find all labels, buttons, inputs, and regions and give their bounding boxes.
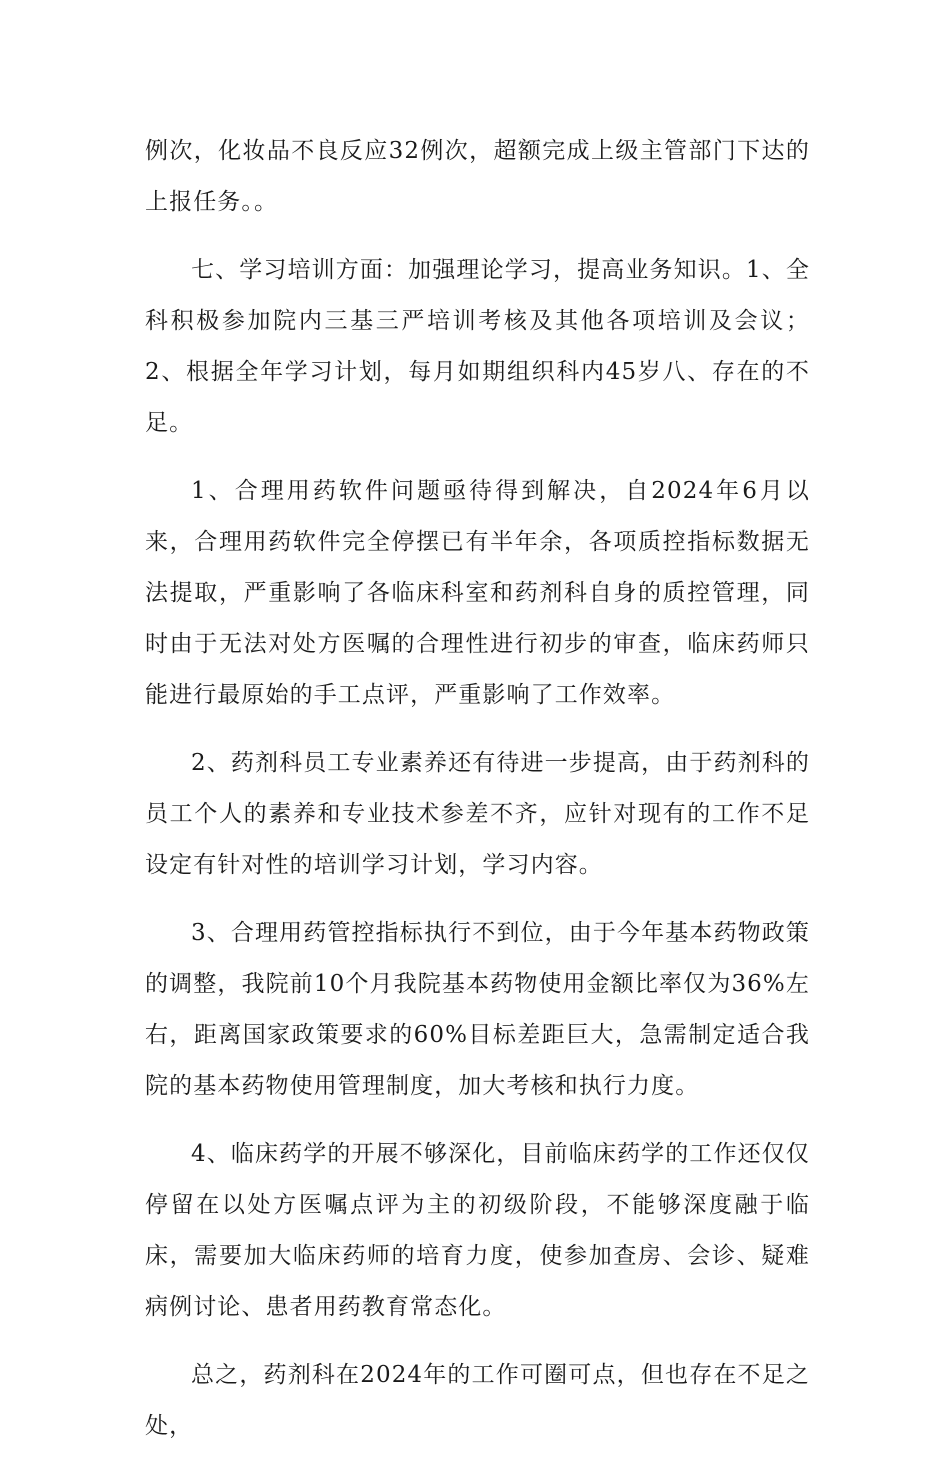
paragraph-issue-3-indicators: 3、合理用药管控指标执行不到位，由于今年基本药物政策的调整，我院前10个月我院基本药物使用金额比率仅为36%左右，距离国家政策要求的60%目标差距巨大，急需制定适合我院的基本药物使用管理制度，加大考核和执行力度。	[145, 920, 810, 1099]
paragraph-section-seven-training: 七、学习培训方面：加强理论学习，提高业务知识。1、全科积极参加院内三基三严培训考核及其他各项培训及会议；2、根据全年学习计划，每月如期组织科内45岁八、存在的不足。	[145, 257, 810, 436]
paragraph-continuation: 例次，化妆品不良反应32例次，超额完成上级主管部门下达的上报任务。。	[145, 138, 810, 215]
paragraph-summary: 总之，药剂科在2024年的工作可圈可点，但也存在不足之处，	[145, 1362, 810, 1439]
paragraph-issue-4-clinical-pharmacy: 4、临床药学的开展不够深化，目前临床药学的工作还仅仅停留在以处方医嘱点评为主的初级阶段，不能够深度融于临床，需要加大临床药师的培育力度，使参加查房、会诊、疑难病例讨论、患者用药教育常态化。	[145, 1141, 810, 1320]
paragraph-issue-2-staff: 2、药剂科员工专业素养还有待进一步提高，由于药剂科的员工个人的素养和专业技术参差不齐，应针对现有的工作不足设定有针对性的培训学习计划，学习内容。	[145, 750, 810, 878]
document-body	[145, 126, 810, 1469]
paragraph-issue-1-software: 1、合理用药软件问题亟待得到解决，自2024年6月以来，合理用药软件完全停摆已有半年余，各项质控指标数据无法提取，严重影响了各临床科室和药剂科自身的质控管理，同时由于无法对处方医嘱的合理性进行初步的审查，临床药师只能进行最原始的手工点评，严重影响了工作效率。	[145, 478, 810, 708]
